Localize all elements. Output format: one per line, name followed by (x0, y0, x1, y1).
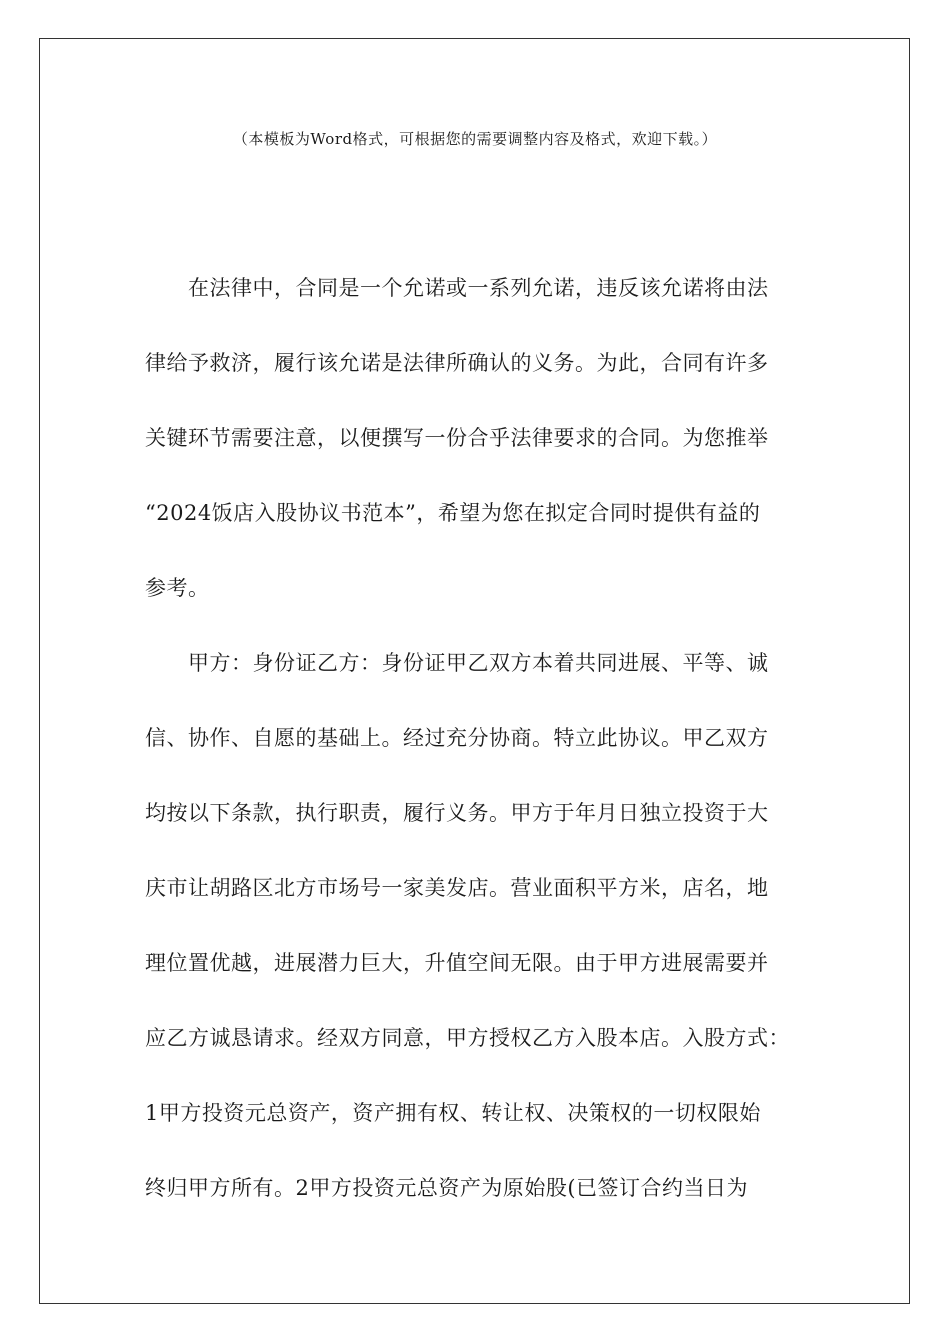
paragraph-line-6: 甲方：身份证乙方：身份证甲乙双方本着共同进展、平等、诚 (145, 651, 769, 675)
paragraph-line-13: 终归甲方所有。2甲方投资元总资产为原始股(已签订合约当日为 (145, 1176, 749, 1200)
paragraph-line-3: 关键环节需要注意，以便撰写一份合乎法律要求的合同。为您推举 (145, 426, 769, 450)
paragraph-line-9: 庆市让胡路区北方市场号一家美发店。营业面积平方米，店名，地 (145, 876, 769, 900)
paragraph-line-12: 1甲方投资元总资产，资产拥有权、转让权、决策权的一切权限始 (145, 1101, 761, 1125)
paragraph-line-8: 均按以下条款，执行职责，履行义务。甲方于年月日独立投资于大 (145, 801, 769, 825)
paragraph-line-1: 在法律中，合同是一个允诺或一系列允诺，违反该允诺将由法 (145, 276, 769, 300)
paragraph-line-2: 律给予救济，履行该允诺是法律所确认的义务。为此，合同有许多 (145, 351, 769, 375)
template-note: （本模板为Word格式，可根据您的需要调整内容及格式，欢迎下载。） (232, 130, 718, 148)
paragraph-line-4: “2024饭店入股协议书范本”，希望为您在拟定合同时提供有益的 (145, 501, 761, 525)
paragraph-line-7: 信、协作、自愿的基础上。经过充分协商。特立此协议。甲乙双方 (145, 726, 769, 750)
paragraph-line-10: 理位置优越，进展潜力巨大，升值空间无限。由于甲方进展需要并 (145, 951, 769, 975)
paragraph-line-11: 应乙方诚恳请求。经双方同意，甲方授权乙方入股本店。入股方式： (145, 1026, 790, 1050)
paragraph-line-5: 参考。 (145, 576, 210, 600)
